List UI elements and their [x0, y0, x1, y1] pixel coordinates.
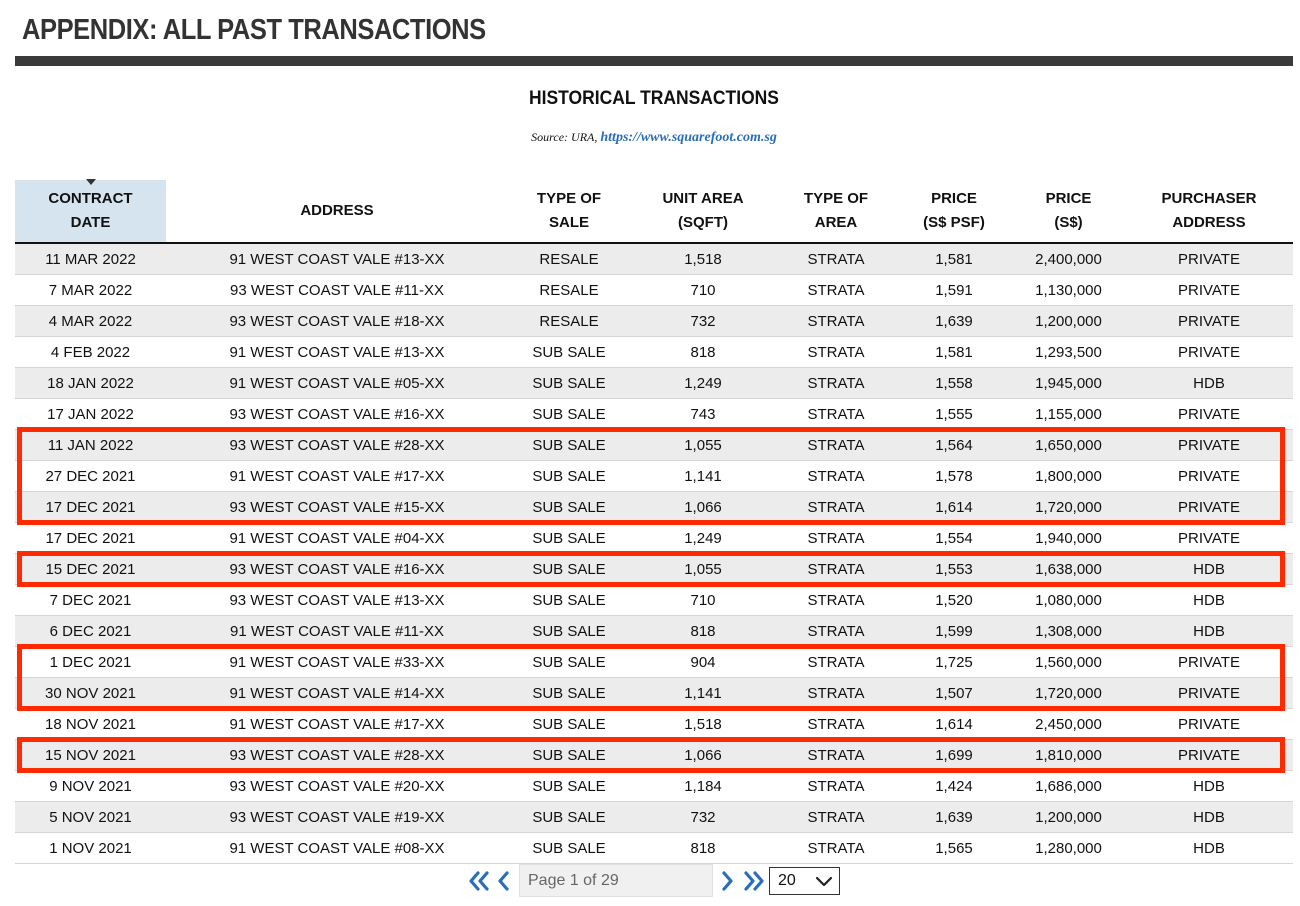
transactions-table	[15, 180, 1293, 864]
cell-price: 1,720,000	[1012, 492, 1125, 523]
cell-type-of-sale: RESALE	[508, 243, 630, 275]
header-type-of-sale[interactable]	[508, 180, 630, 243]
cell-price: 1,155,000	[1012, 399, 1125, 430]
cell-type-of-sale: SUB SALE	[508, 523, 630, 554]
cell-type-of-sale: SUB SALE	[508, 492, 630, 523]
cell-price-psf: 1,520	[896, 585, 1012, 616]
cell-purchaser-address: PRIVATE	[1125, 399, 1293, 430]
cell-contract-date: 11 JAN 2022	[15, 430, 166, 461]
header-type-of-area[interactable]	[776, 180, 896, 243]
header-line-2: (S$ PSF)	[923, 214, 985, 231]
table-row	[15, 461, 1293, 492]
cell-contract-date: 17 JAN 2022	[15, 399, 166, 430]
cell-address: 93 WEST COAST VALE #15-XX	[166, 492, 508, 523]
cell-type-of-sale: SUB SALE	[508, 585, 630, 616]
chevron-down-icon	[815, 876, 833, 888]
cell-type-of-area: STRATA	[776, 492, 896, 523]
cell-contract-date: 7 MAR 2022	[15, 275, 166, 306]
table-row	[15, 275, 1293, 306]
header-address[interactable]	[166, 180, 508, 243]
cell-address: 91 WEST COAST VALE #13-XX	[166, 337, 508, 368]
cell-type-of-sale: SUB SALE	[508, 771, 630, 802]
cell-address: 93 WEST COAST VALE #16-XX	[166, 399, 508, 430]
cell-type-of-area: STRATA	[776, 368, 896, 399]
cell-address: 93 WEST COAST VALE #19-XX	[166, 802, 508, 833]
cell-contract-date: 18 NOV 2021	[15, 709, 166, 740]
cell-price: 1,200,000	[1012, 802, 1125, 833]
header-line-2: (SQFT)	[678, 214, 728, 231]
cell-purchaser-address: PRIVATE	[1125, 275, 1293, 306]
cell-type-of-area: STRATA	[776, 647, 896, 678]
header-price[interactable]	[1012, 180, 1125, 243]
cell-purchaser-address: PRIVATE	[1125, 430, 1293, 461]
header-line-2: AREA	[814, 214, 858, 231]
cell-type-of-sale: SUB SALE	[508, 678, 630, 709]
cell-unit-area: 1,249	[630, 368, 776, 399]
table-title: HISTORICAL TRANSACTIONS	[529, 88, 779, 109]
cell-type-of-area: STRATA	[776, 771, 896, 802]
cell-purchaser-address: HDB	[1125, 585, 1293, 616]
header-line-2: ADDRESS	[1172, 214, 1246, 231]
cell-address: 91 WEST COAST VALE #14-XX	[166, 678, 508, 709]
cell-purchaser-address: HDB	[1125, 771, 1293, 802]
cell-price-psf: 1,564	[896, 430, 1012, 461]
cell-address: 93 WEST COAST VALE #11-XX	[166, 275, 508, 306]
cell-price-psf: 1,639	[896, 306, 1012, 337]
pagination	[0, 864, 1300, 898]
cell-type-of-area: STRATA	[776, 740, 896, 771]
cell-address: 91 WEST COAST VALE #08-XX	[166, 833, 508, 864]
cell-type-of-sale: SUB SALE	[508, 833, 630, 864]
table-row	[15, 740, 1293, 771]
header-line-1: CONTRACT	[48, 190, 133, 207]
header-line-1: PRICE	[1045, 190, 1092, 207]
cell-price-psf: 1,591	[896, 275, 1012, 306]
cell-price-psf: 1,555	[896, 399, 1012, 430]
cell-price-psf: 1,553	[896, 554, 1012, 585]
cell-type-of-sale: SUB SALE	[508, 554, 630, 585]
table-row	[15, 306, 1293, 337]
table-row	[15, 585, 1293, 616]
cell-address: 93 WEST COAST VALE #13-XX	[166, 585, 508, 616]
cell-address: 93 WEST COAST VALE #28-XX	[166, 740, 508, 771]
last-page-icon[interactable]	[743, 868, 765, 894]
cell-contract-date: 30 NOV 2021	[15, 678, 166, 709]
cell-contract-date: 11 MAR 2022	[15, 243, 166, 275]
header-line-1: TYPE OF	[536, 190, 602, 207]
cell-type-of-sale: SUB SALE	[508, 709, 630, 740]
cell-unit-area: 1,066	[630, 740, 776, 771]
cell-price-psf: 1,554	[896, 523, 1012, 554]
cell-price: 1,940,000	[1012, 523, 1125, 554]
table-row	[15, 243, 1293, 275]
cell-purchaser-address: PRIVATE	[1125, 647, 1293, 678]
cell-price-psf: 1,599	[896, 616, 1012, 647]
table-row	[15, 523, 1293, 554]
cell-unit-area: 904	[630, 647, 776, 678]
cell-contract-date: 15 DEC 2021	[15, 554, 166, 585]
cell-price-psf: 1,614	[896, 492, 1012, 523]
next-page-icon[interactable]	[720, 868, 736, 894]
cell-address: 91 WEST COAST VALE #33-XX	[166, 647, 508, 678]
cell-address: 91 WEST COAST VALE #17-XX	[166, 461, 508, 492]
cell-type-of-sale: SUB SALE	[508, 461, 630, 492]
sort-desc-icon	[86, 179, 96, 185]
cell-type-of-area: STRATA	[776, 585, 896, 616]
cell-unit-area: 710	[630, 275, 776, 306]
cell-purchaser-address: PRIVATE	[1125, 306, 1293, 337]
cell-contract-date: 17 DEC 2021	[15, 492, 166, 523]
cell-address: 91 WEST COAST VALE #11-XX	[166, 616, 508, 647]
cell-contract-date: 7 DEC 2021	[15, 585, 166, 616]
table-body	[15, 243, 1293, 864]
table-row	[15, 647, 1293, 678]
cell-unit-area: 1,055	[630, 554, 776, 585]
cell-contract-date: 4 FEB 2022	[15, 337, 166, 368]
cell-address: 91 WEST COAST VALE #13-XX	[166, 243, 508, 275]
cell-type-of-area: STRATA	[776, 802, 896, 833]
cell-unit-area: 1,055	[630, 430, 776, 461]
cell-price: 2,400,000	[1012, 243, 1125, 275]
cell-purchaser-address: PRIVATE	[1125, 709, 1293, 740]
cell-price: 2,450,000	[1012, 709, 1125, 740]
cell-type-of-sale: SUB SALE	[508, 802, 630, 833]
cell-unit-area: 743	[630, 399, 776, 430]
cell-price: 1,945,000	[1012, 368, 1125, 399]
header-line-1: PRICE	[931, 190, 977, 207]
cell-purchaser-address: PRIVATE	[1125, 461, 1293, 492]
cell-price: 1,080,000	[1012, 585, 1125, 616]
cell-price-psf: 1,639	[896, 802, 1012, 833]
cell-purchaser-address: PRIVATE	[1125, 492, 1293, 523]
header-purchaser-address[interactable]	[1125, 180, 1293, 243]
cell-type-of-sale: SUB SALE	[508, 740, 630, 771]
cell-unit-area: 732	[630, 306, 776, 337]
cell-unit-area: 710	[630, 585, 776, 616]
cell-price: 1,280,000	[1012, 833, 1125, 864]
cell-unit-area: 1,518	[630, 709, 776, 740]
cell-price: 1,560,000	[1012, 647, 1125, 678]
cell-purchaser-address: PRIVATE	[1125, 740, 1293, 771]
cell-type-of-sale: SUB SALE	[508, 430, 630, 461]
cell-price: 1,810,000	[1012, 740, 1125, 771]
cell-type-of-area: STRATA	[776, 399, 896, 430]
cell-address: 91 WEST COAST VALE #04-XX	[166, 523, 508, 554]
cell-contract-date: 15 NOV 2021	[15, 740, 166, 771]
page-size-select[interactable]	[769, 867, 840, 895]
prev-page-icon[interactable]	[495, 868, 511, 894]
cell-price: 1,800,000	[1012, 461, 1125, 492]
table-row	[15, 337, 1293, 368]
source-line	[0, 130, 1300, 146]
cell-purchaser-address: HDB	[1125, 802, 1293, 833]
header-line-1: ADDRESS	[300, 202, 374, 219]
cell-unit-area: 1,184	[630, 771, 776, 802]
cell-type-of-area: STRATA	[776, 554, 896, 585]
cell-unit-area: 1,141	[630, 461, 776, 492]
page-title: APPENDIX: ALL PAST TRANSACTIONS	[22, 14, 486, 46]
cell-purchaser-address: HDB	[1125, 368, 1293, 399]
cell-unit-area: 1,141	[630, 678, 776, 709]
cell-address: 93 WEST COAST VALE #16-XX	[166, 554, 508, 585]
header-line-1: UNIT AREA	[662, 190, 744, 207]
cell-type-of-sale: SUB SALE	[508, 399, 630, 430]
cell-address: 91 WEST COAST VALE #05-XX	[166, 368, 508, 399]
cell-price-psf: 1,558	[896, 368, 1012, 399]
cell-purchaser-address: PRIVATE	[1125, 678, 1293, 709]
cell-price-psf: 1,581	[896, 337, 1012, 368]
cell-contract-date: 4 MAR 2022	[15, 306, 166, 337]
cell-price-psf: 1,424	[896, 771, 1012, 802]
header-line-1: PURCHASER	[1161, 190, 1257, 207]
cell-address: 91 WEST COAST VALE #17-XX	[166, 709, 508, 740]
cell-price-psf: 1,507	[896, 678, 1012, 709]
cell-type-of-area: STRATA	[776, 523, 896, 554]
cell-purchaser-address: PRIVATE	[1125, 243, 1293, 275]
cell-unit-area: 818	[630, 616, 776, 647]
cell-price-psf: 1,565	[896, 833, 1012, 864]
cell-type-of-area: STRATA	[776, 833, 896, 864]
cell-type-of-area: STRATA	[776, 337, 896, 368]
table-row	[15, 833, 1293, 864]
cell-price-psf: 1,699	[896, 740, 1012, 771]
table-header-row	[15, 180, 1293, 243]
cell-type-of-sale: SUB SALE	[508, 647, 630, 678]
cell-type-of-sale: SUB SALE	[508, 337, 630, 368]
cell-address: 93 WEST COAST VALE #28-XX	[166, 430, 508, 461]
cell-unit-area: 1,066	[630, 492, 776, 523]
cell-type-of-area: STRATA	[776, 306, 896, 337]
cell-purchaser-address: PRIVATE	[1125, 523, 1293, 554]
cell-address: 93 WEST COAST VALE #20-XX	[166, 771, 508, 802]
table-row	[15, 678, 1293, 709]
cell-price: 1,686,000	[1012, 771, 1125, 802]
header-contract-date[interactable]	[15, 180, 166, 243]
cell-contract-date: 6 DEC 2021	[15, 616, 166, 647]
table-row	[15, 616, 1293, 647]
cell-type-of-area: STRATA	[776, 275, 896, 306]
cell-contract-date: 5 NOV 2021	[15, 802, 166, 833]
cell-contract-date: 9 NOV 2021	[15, 771, 166, 802]
cell-price: 1,308,000	[1012, 616, 1125, 647]
cell-purchaser-address: HDB	[1125, 616, 1293, 647]
cell-price: 1,638,000	[1012, 554, 1125, 585]
cell-price: 1,650,000	[1012, 430, 1125, 461]
table-row	[15, 802, 1293, 833]
cell-contract-date: 18 JAN 2022	[15, 368, 166, 399]
cell-type-of-area: STRATA	[776, 461, 896, 492]
cell-unit-area: 1,249	[630, 523, 776, 554]
cell-unit-area: 1,518	[630, 243, 776, 275]
cell-price-psf: 1,725	[896, 647, 1012, 678]
cell-type-of-area: STRATA	[776, 243, 896, 275]
table-row	[15, 709, 1293, 740]
source-label: Source: URA,	[531, 130, 601, 144]
cell-price: 1,130,000	[1012, 275, 1125, 306]
header-line-1: TYPE OF	[803, 190, 869, 207]
table-row	[15, 554, 1293, 585]
header-unit-area[interactable]	[630, 180, 776, 243]
first-page-icon[interactable]	[468, 868, 490, 894]
page-indicator[interactable]: Page 1 of 29	[519, 864, 713, 897]
table-row	[15, 399, 1293, 430]
cell-price: 1,293,500	[1012, 337, 1125, 368]
header-line-2: SALE	[548, 214, 589, 231]
cell-purchaser-address: PRIVATE	[1125, 337, 1293, 368]
cell-price-psf: 1,581	[896, 243, 1012, 275]
cell-type-of-area: STRATA	[776, 678, 896, 709]
table-row	[15, 492, 1293, 523]
cell-type-of-sale: RESALE	[508, 275, 630, 306]
cell-price: 1,720,000	[1012, 678, 1125, 709]
table-row	[15, 771, 1293, 802]
cell-contract-date: 1 DEC 2021	[15, 647, 166, 678]
header-line-2: DATE	[70, 214, 111, 231]
page-size-value: 20	[778, 872, 796, 889]
cell-type-of-area: STRATA	[776, 709, 896, 740]
cell-price: 1,200,000	[1012, 306, 1125, 337]
cell-contract-date: 27 DEC 2021	[15, 461, 166, 492]
header-line-2: (S$)	[1054, 214, 1083, 231]
cell-purchaser-address: HDB	[1125, 833, 1293, 864]
cell-contract-date: 17 DEC 2021	[15, 523, 166, 554]
cell-type-of-sale: RESALE	[508, 306, 630, 337]
cell-unit-area: 818	[630, 833, 776, 864]
cell-type-of-area: STRATA	[776, 430, 896, 461]
cell-price-psf: 1,614	[896, 709, 1012, 740]
table-row	[15, 430, 1293, 461]
cell-type-of-sale: SUB SALE	[508, 616, 630, 647]
source-link[interactable]: https://www.squarefoot.com.sg	[600, 130, 777, 145]
title-divider	[15, 56, 1293, 66]
cell-address: 93 WEST COAST VALE #18-XX	[166, 306, 508, 337]
table-row	[15, 368, 1293, 399]
cell-type-of-area: STRATA	[776, 616, 896, 647]
cell-type-of-sale: SUB SALE	[508, 368, 630, 399]
header-price-psf[interactable]	[896, 180, 1012, 243]
cell-contract-date: 1 NOV 2021	[15, 833, 166, 864]
cell-price-psf: 1,578	[896, 461, 1012, 492]
cell-purchaser-address: HDB	[1125, 554, 1293, 585]
cell-unit-area: 818	[630, 337, 776, 368]
cell-unit-area: 732	[630, 802, 776, 833]
